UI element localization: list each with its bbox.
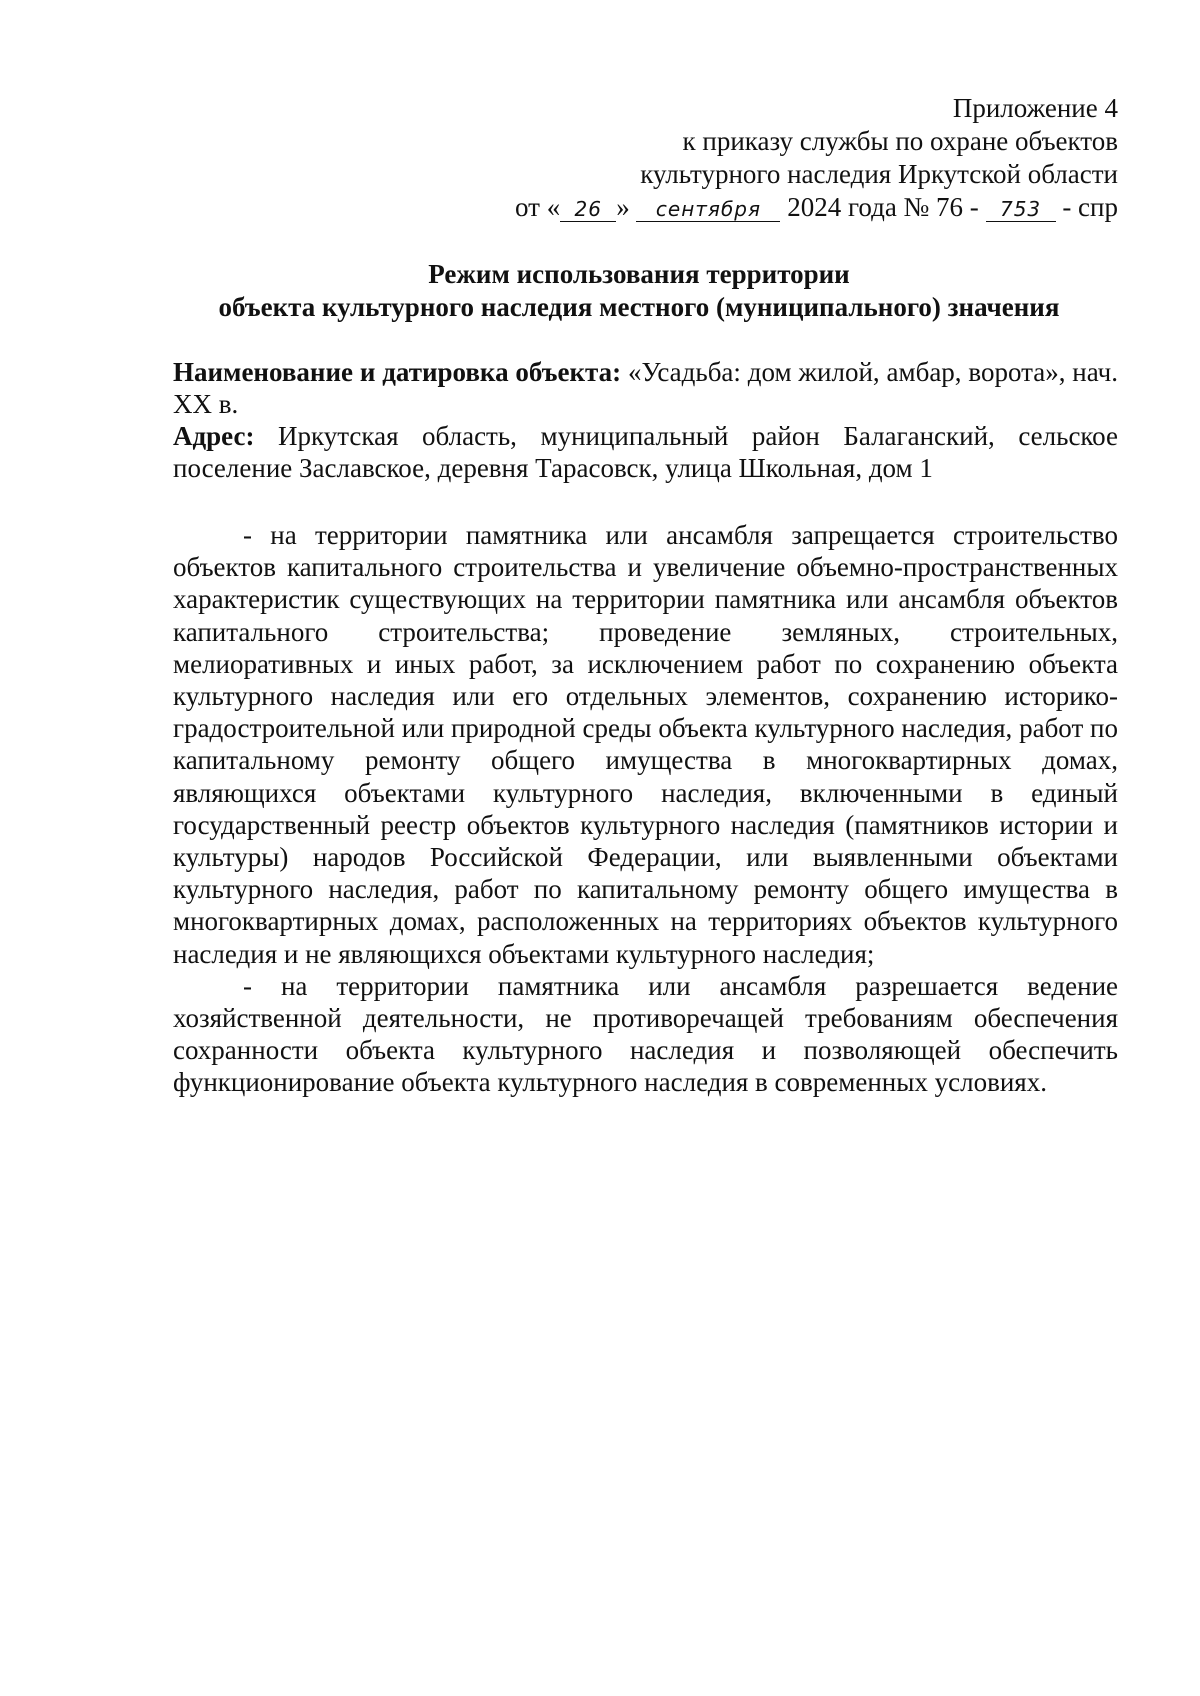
title-line-1: Режим использования территории	[428, 259, 850, 289]
appendix-order-ref: к приказу службы по охране объектов	[682, 126, 1118, 156]
date-mid: »	[616, 192, 630, 222]
handwritten-order-number: 753	[986, 197, 1056, 222]
appendix-date-line	[418, 191, 1118, 224]
object-address-label: Адрес:	[173, 421, 255, 451]
object-address	[173, 420, 1118, 484]
appendix-number: Приложение 4	[952, 93, 1118, 123]
date-prefix: от «	[515, 192, 561, 222]
object-name-value: «Усадьба: дом жилой, амбар, ворота», нач. XX в.	[173, 357, 1118, 419]
date-year: 2024 года № 76 -	[787, 192, 979, 222]
object-name	[173, 356, 1118, 420]
appendix-header	[418, 92, 1118, 224]
regime-paragraph-prohibitions: - на территории памятника или ансамбля запрещается строительство объектов капитального строительства и увеличение объемно-пространственных характеристик существующих на территории памятника или ансамбля объектов капитального строительства; проведение земляных, строительных, мелиоративных и иных работ, за исключением работ по сохранению объекта культурного наследия или его отдельных элементов, сохранению историко-градостроительной или природной среды объекта культурного наследия, работ по капитальному ремонту общего имущества в многоквартирных домах, являющихся объектами культурного наследия, включенными в единый государственный реестр объектов культурного наследия (памятников истории и культуры) народов Российской Федерации, или выявленными объектами культурного наследия, работ по капитальному ремонту общего имущества в многоквартирных домах, расположенных на территориях объектов культурного наследия и не являющихся объектами культурного наследия;	[173, 520, 1118, 969]
appendix-authority: культурного наследия Иркутской области	[640, 159, 1118, 189]
handwritten-day: 26	[560, 197, 616, 222]
regime-paragraph-permissions: - на территории памятника или ансамбля разрешается ведение хозяйственной деятельности, не противоречащей требованиям обеспечения сохранности объекта культурного наследия и позволяющей обеспечить функционирование объекта культурного наследия в современных условиях.	[173, 970, 1118, 1098]
handwritten-month: сентября	[636, 197, 780, 222]
document-title	[160, 258, 1118, 324]
object-address-value: Иркутская область, муниципальный район Балаганский, сельское поселение Заславское, деревня Тарасовск, улица Школьная, дом 1	[173, 421, 1118, 483]
order-suffix: - спр	[1062, 192, 1118, 222]
object-name-label: Наименование и датировка объекта:	[173, 357, 622, 387]
title-line-2: объекта культурного наследия местного (муниципального) значения	[218, 292, 1060, 322]
regime-text	[173, 519, 1118, 1099]
object-info	[173, 356, 1118, 484]
